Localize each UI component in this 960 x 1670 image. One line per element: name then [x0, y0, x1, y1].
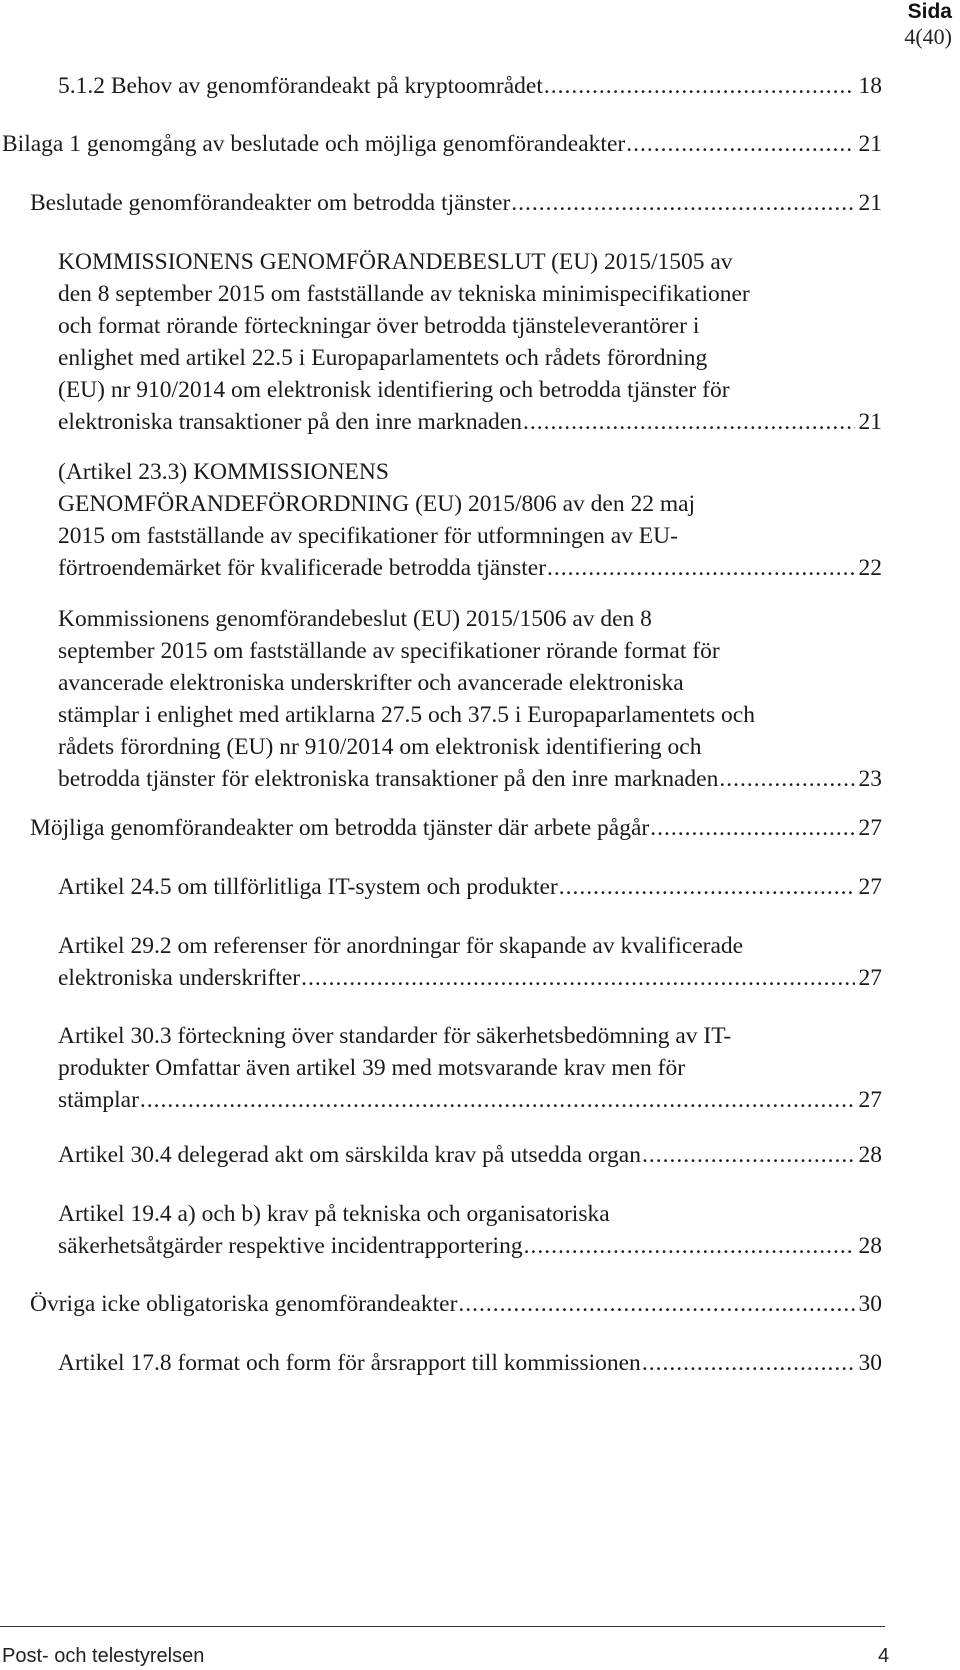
dot-leader [140, 1084, 855, 1116]
toc-page-number: 27 [858, 965, 882, 991]
toc-entry-last-line [58, 1230, 882, 1262]
toc-entry-line: KOMMISSIONENS GENOMFÖRANDEBESLUT (EU) 2015/1505 av [58, 249, 733, 275]
toc-entry-line: Artikel 29.2 om referenser för anordningar för skapande av kvalificerade [58, 933, 744, 959]
toc-entry-line: produkter Omfattar även artikel 39 med motsvarande krav men för [58, 1055, 686, 1081]
toc-entry[interactable] [58, 930, 882, 994]
toc-page-number: 18 [858, 73, 882, 99]
toc-entry[interactable] [58, 1139, 882, 1171]
toc-entry-line: Artikel 30.4 delegerad akt om särskilda krav på utsedda organ [58, 1142, 641, 1168]
toc-entry-line: avancerade elektroniska underskrifter och avancerade elektroniska [58, 670, 684, 696]
dot-leader [626, 128, 854, 160]
toc-entry-last-line [58, 406, 882, 438]
toc-entry-line: Bilaga 1 genomgång av beslutade och möjliga genomförandeakter [2, 131, 626, 157]
toc-entry-line: september 2015 om fastställande av specifikationer rörande format för [58, 638, 720, 664]
toc-entry-last-line [58, 552, 882, 584]
toc-entry-last-line [30, 812, 882, 844]
toc-entry-line: Artikel 24.5 om tillförlitliga IT-system och produkter [58, 874, 558, 900]
toc-entry-line: förtroendemärket för kvalificerade betrodda tjänster [58, 555, 547, 581]
toc-entry-line: Möjliga genomförandeakter om betrodda tjänster där arbete pågår [30, 815, 650, 841]
dot-leader [642, 1347, 855, 1379]
toc-entry-line: den 8 september 2015 om fastställande av tekniska minimispecifikationer [58, 281, 750, 307]
toc-entry-line: (Artikel 23.3) KOMMISSIONENS [58, 459, 389, 485]
toc-page-number: 27 [858, 874, 882, 900]
toc-entry-line: Kommissionens genomförandebeslut (EU) 2015/1506 av den 8 [58, 606, 652, 632]
toc-entry-line: Beslutade genomförandeakter om betrodda tjänster [30, 190, 511, 216]
toc-entry-last-line [58, 1084, 882, 1116]
toc-page-number: 21 [858, 190, 882, 216]
dot-leader [642, 1139, 855, 1171]
toc-page-number: 27 [858, 815, 882, 841]
dot-leader [524, 1230, 855, 1262]
toc-entry[interactable] [58, 246, 882, 438]
toc-entry[interactable] [58, 1020, 882, 1116]
toc-entry-last-line [58, 763, 882, 795]
toc-entry-last-line [58, 70, 882, 102]
footer-organization: Post- och telestyrelsen [2, 1645, 205, 1667]
toc-page-number: 28 [858, 1233, 882, 1259]
toc-entry-line: Artikel 19.4 a) och b) krav på tekniska och organisatoriska [58, 1201, 610, 1227]
toc-entry[interactable] [30, 812, 882, 844]
dot-leader [544, 70, 855, 102]
toc-entry-line: säkerhetsåtgärder respektive incidentrapportering [58, 1233, 523, 1259]
footer-divider [0, 1626, 885, 1627]
toc-entry-line: stämplar [58, 1087, 139, 1113]
toc-entry-line: elektroniska transaktioner på den inre marknaden [58, 409, 522, 435]
toc-page-number: 22 [858, 555, 882, 581]
toc-entry-line: stämplar i enlighet med artiklarna 27.5 och 37.5 i Europaparlamentets och [58, 702, 755, 728]
toc-entry[interactable] [58, 603, 882, 795]
toc-entry[interactable] [58, 70, 882, 102]
toc-entry[interactable] [58, 1198, 882, 1262]
dot-leader [523, 406, 855, 438]
toc-entry-line: 2015 om fastställande av specifikationer för utformningen av EU- [58, 523, 678, 549]
toc-entry-last-line [58, 871, 882, 903]
page-label: Sida [907, 0, 952, 23]
toc-page-number: 21 [858, 131, 882, 157]
footer-page-number: 4 [878, 1645, 890, 1667]
toc-page-number: 30 [858, 1350, 882, 1376]
page-number: 4(40) [904, 24, 952, 49]
toc-entry[interactable] [30, 187, 882, 219]
dot-leader [547, 552, 854, 584]
toc-entry-last-line [2, 128, 882, 160]
toc-entry-last-line [58, 1139, 882, 1171]
toc-entry-line: 5.1.2 Behov av genomförandeakt på kryptoområdet [58, 73, 543, 99]
toc-entry-line: (EU) nr 910/2014 om elektronisk identifiering och betrodda tjänster för [58, 377, 730, 403]
toc-entry[interactable] [58, 1347, 882, 1379]
dot-leader [559, 871, 855, 903]
dot-leader [301, 962, 854, 994]
toc-entry[interactable] [30, 1288, 882, 1320]
dot-leader [458, 1288, 854, 1320]
dot-leader [511, 187, 854, 219]
toc-entry-line: elektroniska underskrifter [58, 965, 301, 991]
toc-entry-line: Artikel 17.8 format och form för årsrapport till kommissionen [58, 1350, 641, 1376]
toc-page-number: 28 [858, 1142, 882, 1168]
dot-leader [650, 812, 854, 844]
toc-entry-line: Artikel 30.3 förteckning över standarder för säkerhetsbedömning av IT- [58, 1023, 732, 1049]
toc-entry[interactable] [2, 128, 882, 160]
toc-page-number: 27 [858, 1087, 882, 1113]
toc-entry[interactable] [58, 456, 882, 584]
toc-entry-line: rådets förordning (EU) nr 910/2014 om elektronisk identifiering och [58, 734, 702, 760]
toc-entry[interactable] [58, 871, 882, 903]
toc-entry-last-line [58, 962, 882, 994]
toc-entry-last-line [58, 1347, 882, 1379]
dot-leader [719, 763, 854, 795]
toc-entry-line: enlighet med artikel 22.5 i Europaparlamentets och rådets förordning [58, 345, 708, 371]
toc-entry-line: GENOMFÖRANDEFÖRORDNING (EU) 2015/806 av den 22 maj [58, 491, 696, 517]
toc-page-number: 23 [858, 766, 882, 792]
toc-entry-line: och format rörande förteckningar över betrodda tjänsteleverantörer i [58, 313, 700, 339]
toc-entry-last-line [30, 187, 882, 219]
toc-entry-line: Övriga icke obligatoriska genomförandeakter [30, 1291, 458, 1317]
toc-entry-line: betrodda tjänster för elektroniska transaktioner på den inre marknaden [58, 766, 719, 792]
toc-page-number: 21 [858, 409, 882, 435]
toc-entry-last-line [30, 1288, 882, 1320]
toc-page-number: 30 [858, 1291, 882, 1317]
